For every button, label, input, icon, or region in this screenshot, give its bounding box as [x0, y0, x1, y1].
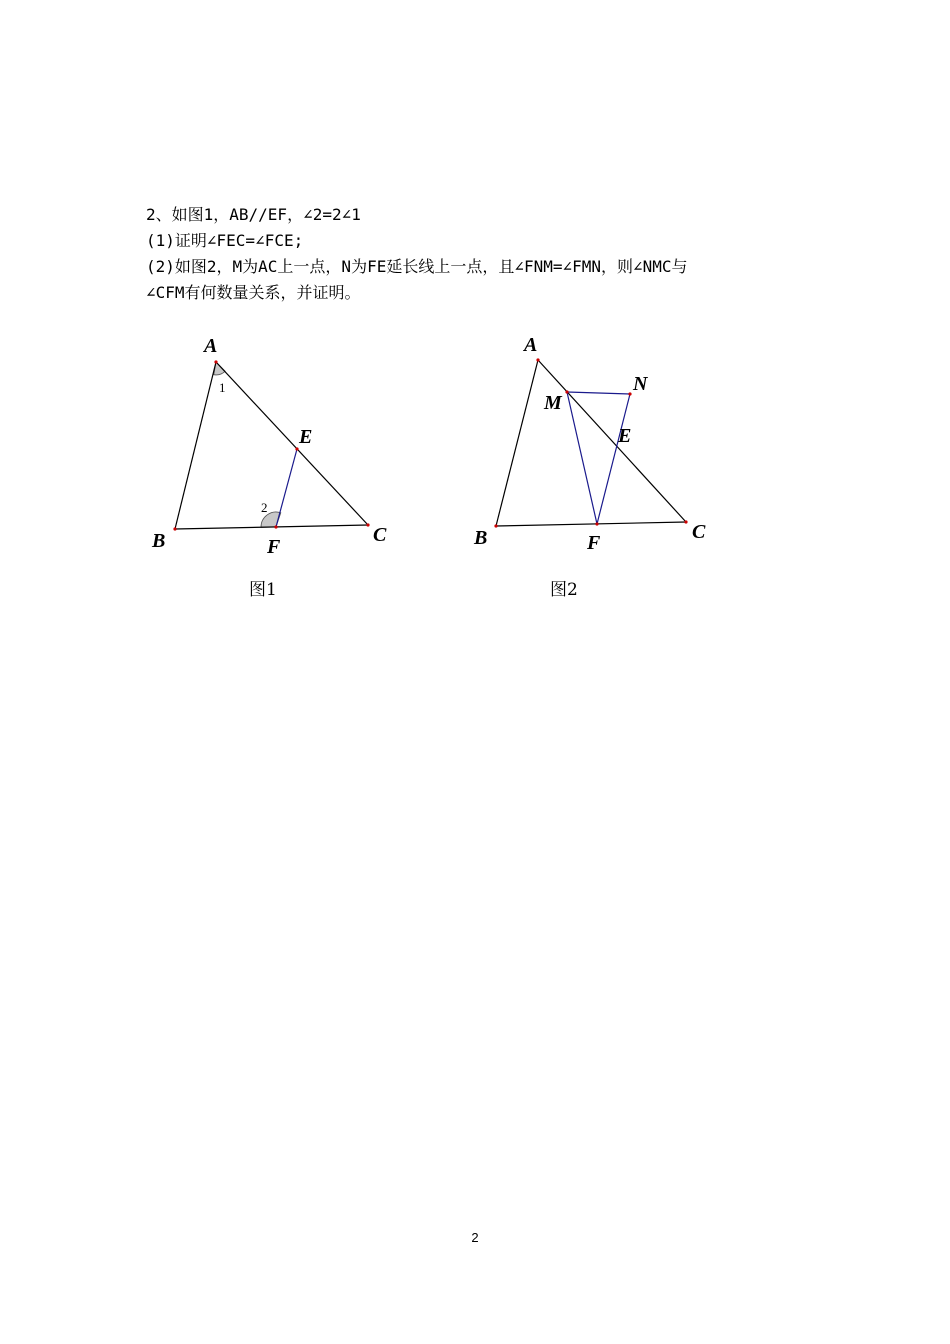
problem-line-3: (2)如图2，M为AC上一点，N为FE延长线上一点，且∠FNM=∠FMN，则∠NMC与	[146, 257, 688, 276]
label-f-2: F	[587, 532, 601, 554]
figure-1-caption: 图1	[249, 580, 277, 600]
label-a-2: A	[524, 334, 538, 356]
segment-ab-2	[496, 360, 538, 526]
label-b: B	[152, 530, 166, 552]
page-number: 2	[471, 1230, 479, 1245]
label-e: E	[299, 426, 313, 448]
segment-ac-2	[538, 360, 686, 522]
label-angle-1: 1	[219, 380, 226, 395]
dot-c-2	[684, 520, 687, 523]
label-f: F	[267, 536, 281, 558]
label-a: A	[204, 335, 218, 357]
segment-bc-2	[496, 522, 686, 526]
segment-mf	[567, 392, 597, 524]
segment-nf	[597, 394, 630, 524]
label-c: C	[373, 524, 387, 546]
label-angle-2: 2	[261, 500, 268, 515]
figure-2-caption: 图2	[550, 580, 578, 600]
problem-line-2: (1)证明∠FEC=∠FCE;	[146, 231, 304, 250]
dot-m-2	[565, 390, 568, 393]
label-n-2: N	[633, 373, 648, 395]
segment-mn	[567, 392, 630, 394]
label-e-2: E	[618, 425, 632, 447]
dot-n-2	[628, 392, 631, 395]
dot-b-2	[494, 524, 497, 527]
problem-line-1: 2、如图1，AB//EF，∠2=2∠1	[146, 205, 361, 224]
label-m-2: M	[544, 392, 562, 414]
point-dots-2	[494, 358, 687, 527]
label-b-2: B	[474, 527, 488, 549]
problem-line-4: ∠CFM有何数量关系，并证明。	[146, 283, 361, 302]
label-c-2: C	[692, 521, 706, 543]
dot-f-2	[595, 522, 598, 525]
dot-a-2	[536, 358, 539, 361]
